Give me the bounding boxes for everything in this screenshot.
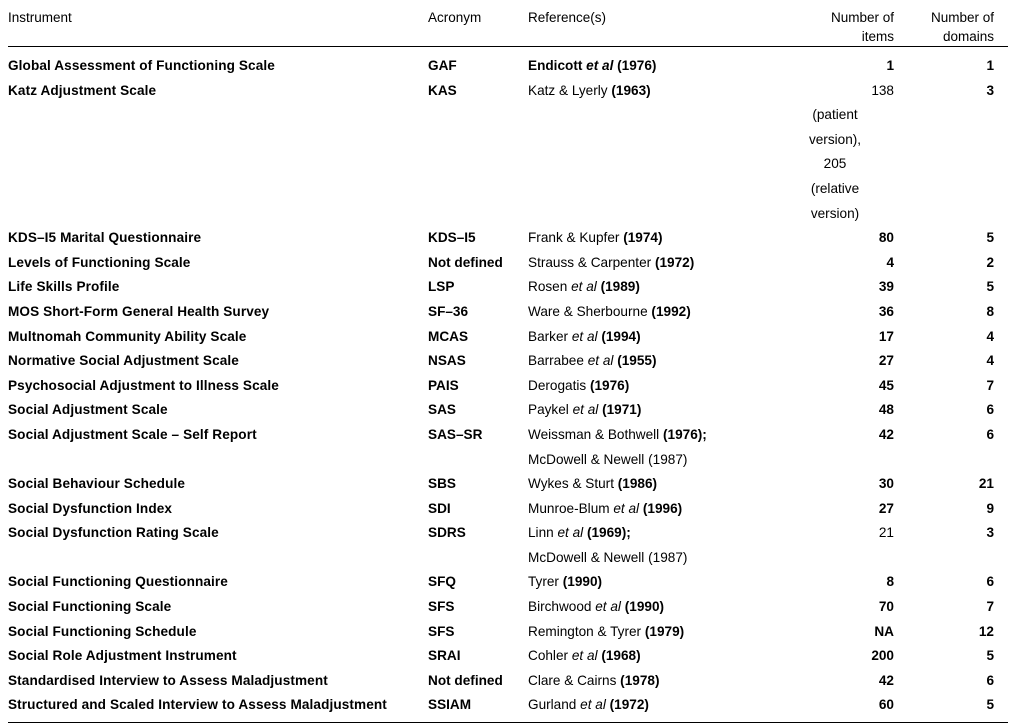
reference-author: Gurland xyxy=(528,697,577,713)
cell-domains: 7 xyxy=(986,599,994,615)
cell-items: 48 xyxy=(878,402,894,418)
cell-instrument: Psychosocial Adjustment to Illness Scale xyxy=(8,377,279,393)
cell-acronym: SAS–SR xyxy=(428,426,483,442)
reference-year: (1972) xyxy=(654,254,695,270)
cell-reference xyxy=(528,79,798,104)
cell-instrument: Social Functioning Schedule xyxy=(8,623,197,639)
reference-author: Cohler xyxy=(528,648,569,664)
reference-author: Derogatis xyxy=(528,377,587,393)
cell-acronym: SDI xyxy=(428,500,451,516)
table-row xyxy=(8,595,1008,620)
cell-reference xyxy=(528,349,798,374)
reference-author: Birchwood xyxy=(528,599,592,615)
reference-etal: et al xyxy=(557,525,584,541)
cell-domains: 6 xyxy=(986,426,994,442)
cell-domains: 6 xyxy=(986,574,994,590)
reference-etal: et al xyxy=(571,279,597,295)
cell-instrument: Levels of Functioning Scale xyxy=(8,254,191,270)
reference-author: Linn xyxy=(528,525,554,541)
cell-empty xyxy=(908,103,1008,226)
cell-reference xyxy=(528,620,798,645)
cell-empty xyxy=(8,448,428,473)
reference-etal: et al xyxy=(587,353,614,369)
reference-year: (1976) xyxy=(589,377,630,393)
reference-year: (1963) xyxy=(611,82,651,98)
cell-instrument: Global Assessment of Functioning Scale xyxy=(8,58,275,73)
reference-year: (1990) xyxy=(562,574,603,590)
column-header-reference xyxy=(528,0,798,47)
cell-reference xyxy=(528,693,798,722)
cell-acronym: Not defined xyxy=(428,254,503,270)
cell-items: 4 xyxy=(886,254,894,270)
reference-author: Wykes & Sturt xyxy=(528,476,614,492)
column-header-acronym xyxy=(428,0,528,47)
cell-empty xyxy=(8,103,428,226)
cell-items: 42 xyxy=(878,426,894,442)
column-header-reference-label: Reference(s) xyxy=(528,10,607,25)
cell-empty xyxy=(798,546,908,571)
cell-items: 200 xyxy=(871,648,894,664)
cell-instrument: Social Dysfunction Index xyxy=(8,500,173,516)
column-header-instrument xyxy=(8,0,428,47)
table-row xyxy=(8,226,1008,251)
cell-reference xyxy=(528,226,798,251)
cell-empty xyxy=(8,546,428,571)
table-row xyxy=(8,349,1008,374)
column-header-items-line2: items xyxy=(861,29,894,44)
cell-domains: 3 xyxy=(986,82,994,98)
column-header-items xyxy=(798,0,908,47)
column-header-acronym-label: Acronym xyxy=(428,10,482,25)
cell-acronym: NSAS xyxy=(428,353,466,369)
table-row xyxy=(8,398,1008,423)
cell-items: 17 xyxy=(878,328,894,344)
reference-author: Katz & Lyerly xyxy=(528,82,608,98)
cell-domains: 6 xyxy=(986,402,994,418)
cell-instrument: Standardised Interview to Assess Maladjustment xyxy=(8,672,328,688)
cell-domains: 12 xyxy=(978,623,994,639)
table-row xyxy=(8,325,1008,350)
cell-reference xyxy=(528,374,798,399)
reference-author: Barrabee xyxy=(528,353,584,369)
table-row-continuation xyxy=(8,448,1008,473)
cell-instrument: Life Skills Profile xyxy=(8,279,120,295)
cell-domains: 5 xyxy=(908,693,1008,722)
cell-items: 42 xyxy=(878,672,894,688)
cell-items: 45 xyxy=(878,377,894,393)
table-row xyxy=(8,251,1008,276)
cell-reference xyxy=(528,595,798,620)
reference-etal: et al xyxy=(580,697,606,713)
table-row xyxy=(8,521,1008,546)
cell-acronym: LSP xyxy=(428,279,455,295)
cell-reference xyxy=(528,472,798,497)
cell-empty xyxy=(428,546,528,571)
cell-empty xyxy=(428,448,528,473)
cell-items: 60 xyxy=(798,693,908,722)
column-header-items-line1: Number of xyxy=(830,10,894,25)
cell-domains: 7 xyxy=(986,377,994,393)
cell-instrument: MOS Short-Form General Health Survey xyxy=(8,303,270,319)
reference-year: (1994) xyxy=(601,328,641,344)
cell-acronym: KAS xyxy=(428,82,457,98)
reference-year: (1971) xyxy=(602,402,642,418)
table-row xyxy=(8,300,1008,325)
cell-instrument: Normative Social Adjustment Scale xyxy=(8,353,239,369)
cell-empty xyxy=(798,448,908,473)
table-head xyxy=(8,0,1008,47)
cell-reference xyxy=(528,398,798,423)
cell-reference xyxy=(528,300,798,325)
cell-reference xyxy=(528,497,798,522)
cell-domains: 1 xyxy=(986,58,994,73)
cell-items: 1 xyxy=(886,58,894,73)
table-row xyxy=(8,497,1008,522)
table-row xyxy=(8,374,1008,399)
cell-domains: 3 xyxy=(986,525,994,541)
table-row xyxy=(8,472,1008,497)
cell-empty xyxy=(908,448,1008,473)
column-header-domains-line2: domains xyxy=(942,29,994,44)
reference-year: (1974) xyxy=(623,230,663,246)
reference-etal: et al xyxy=(595,599,621,615)
reference-year: (1992) xyxy=(651,303,691,319)
reference-etal: et al xyxy=(586,58,614,73)
reference-author: Barker xyxy=(528,328,569,344)
cell-empty xyxy=(908,546,1008,571)
reference-year: (1989) xyxy=(600,279,640,295)
cell-reference xyxy=(528,669,798,694)
cell-reference-extra: McDowell & Newell (1987) xyxy=(528,451,688,467)
cell-empty xyxy=(428,103,528,226)
reference-year: (1990) xyxy=(624,599,665,615)
cell-items: 70 xyxy=(878,599,894,615)
cell-instrument: Katz Adjustment Scale xyxy=(8,82,157,98)
cell-instrument: Social Role Adjustment Instrument xyxy=(8,648,237,664)
cell-domains: 6 xyxy=(986,672,994,688)
reference-author: Tyrer xyxy=(528,574,559,590)
cell-acronym: SSIAM xyxy=(428,693,528,722)
cell-acronym: SBS xyxy=(428,476,456,492)
reference-author: Rosen xyxy=(528,279,568,295)
cell-acronym: SFS xyxy=(428,623,455,639)
reference-author: Ware & Sherbourne xyxy=(528,303,648,319)
table-body xyxy=(8,47,1008,723)
reference-etal: et al xyxy=(571,328,598,344)
cell-items: 27 xyxy=(878,500,894,516)
items-detail-3: (relative version) xyxy=(810,180,860,221)
column-header-domains-line1: Number of xyxy=(930,10,994,25)
reference-author: Strauss & Carpenter xyxy=(528,254,652,270)
reference-year: (1976); xyxy=(663,426,707,442)
cell-acronym: SF–36 xyxy=(428,303,469,319)
cell-items: NA xyxy=(874,623,894,639)
table-row xyxy=(8,79,1008,104)
cell-acronym: Not defined xyxy=(428,672,503,688)
cell-items: 80 xyxy=(878,230,894,246)
reference-author: Remington & Tyrer xyxy=(528,623,642,639)
reference-year: (1969); xyxy=(586,525,631,541)
reference-year: (1972) xyxy=(609,697,649,713)
items-detail-2: 205 xyxy=(823,156,847,172)
cell-instrument: Social Behaviour Schedule xyxy=(8,476,186,492)
cell-items: 39 xyxy=(878,279,894,295)
cell-items-detail xyxy=(798,103,908,226)
reference-author: Clare & Cairns xyxy=(528,672,617,688)
reference-year: (1968) xyxy=(601,648,641,664)
table-row xyxy=(8,275,1008,300)
cell-instrument: Social Dysfunction Rating Scale xyxy=(8,525,219,541)
table-row xyxy=(8,669,1008,694)
cell-reference xyxy=(528,521,798,546)
reference-year: (1955) xyxy=(617,353,657,369)
cell-acronym: SFS xyxy=(428,599,455,615)
reference-etal: et al xyxy=(613,500,640,516)
column-header-instrument-label: Instrument xyxy=(8,10,72,25)
cell-acronym: PAIS xyxy=(428,377,459,393)
reference-year: (1986) xyxy=(617,476,658,492)
cell-instrument: Social Functioning Questionnaire xyxy=(8,574,228,590)
table-header-row xyxy=(8,0,1008,47)
cell-domains: 21 xyxy=(978,476,994,492)
cell-instrument: KDS–I5 Marital Questionnaire xyxy=(8,230,202,246)
cell-domains: 2 xyxy=(986,254,994,270)
cell-acronym: SAS xyxy=(428,402,456,418)
reference-year: (1976) xyxy=(617,58,657,73)
cell-instrument: Social Adjustment Scale – Self Report xyxy=(8,426,257,442)
table-row xyxy=(8,570,1008,595)
cell-instrument: Structured and Scaled Interview to Assess Maladjustment xyxy=(8,693,428,722)
cell-empty xyxy=(528,103,798,226)
cell-reference xyxy=(528,251,798,276)
cell-reference xyxy=(528,644,798,669)
items-value: 138 xyxy=(871,82,894,98)
cell-instrument: Social Functioning Scale xyxy=(8,599,172,615)
cell-reference xyxy=(528,325,798,350)
cell-acronym: SRAI xyxy=(428,648,461,664)
reference-etal: et al xyxy=(571,648,598,664)
reference-etal: et al xyxy=(572,402,599,418)
cell-acronym: MCAS xyxy=(428,328,469,344)
cell-items: 36 xyxy=(878,303,894,319)
cell-domains: 9 xyxy=(986,500,994,516)
reference-author: Endicott xyxy=(528,58,583,73)
table-row xyxy=(8,47,1008,79)
cell-domains: 8 xyxy=(986,303,994,319)
cell-domains: 5 xyxy=(986,648,994,664)
table-row xyxy=(8,693,1008,722)
cell-acronym: SDRS xyxy=(428,525,466,541)
cell-items: 21 xyxy=(878,525,894,541)
table-row-continuation xyxy=(8,103,1008,226)
cell-reference xyxy=(528,423,798,448)
table-row xyxy=(8,620,1008,645)
cell-domains: 5 xyxy=(986,279,994,295)
table-row-continuation xyxy=(8,546,1008,571)
cell-items: 27 xyxy=(878,353,894,369)
table-row xyxy=(8,644,1008,669)
cell-items xyxy=(798,79,908,104)
column-header-domains xyxy=(908,0,1008,47)
cell-instrument: Multnomah Community Ability Scale xyxy=(8,328,247,344)
cell-reference xyxy=(528,275,798,300)
reference-year: (1978) xyxy=(620,672,660,688)
cell-domains: 4 xyxy=(986,353,994,369)
cell-reference xyxy=(528,570,798,595)
cell-items: 30 xyxy=(878,476,894,492)
cell-acronym: SFQ xyxy=(428,574,456,590)
reference-author: Frank & Kupfer xyxy=(528,230,620,246)
table-row xyxy=(8,423,1008,448)
cell-reference-extra: McDowell & Newell (1987) xyxy=(528,549,688,565)
cell-instrument: Social Adjustment Scale xyxy=(8,402,168,418)
reference-author: Munroe-Blum xyxy=(528,500,610,516)
cell-items: 8 xyxy=(886,574,894,590)
cell-reference xyxy=(528,47,798,79)
instrument-table xyxy=(8,0,1008,723)
cell-acronym: GAF xyxy=(428,58,457,73)
reference-year: (1979) xyxy=(644,623,685,639)
reference-year: (1996) xyxy=(642,500,683,516)
cell-domains: 4 xyxy=(986,328,994,344)
reference-author: Paykel xyxy=(528,402,569,418)
items-detail-1: (patient version), xyxy=(808,107,862,147)
cell-acronym: KDS–I5 xyxy=(428,230,476,246)
cell-domains: 5 xyxy=(986,230,994,246)
reference-author: Weissman & Bothwell xyxy=(528,426,660,442)
